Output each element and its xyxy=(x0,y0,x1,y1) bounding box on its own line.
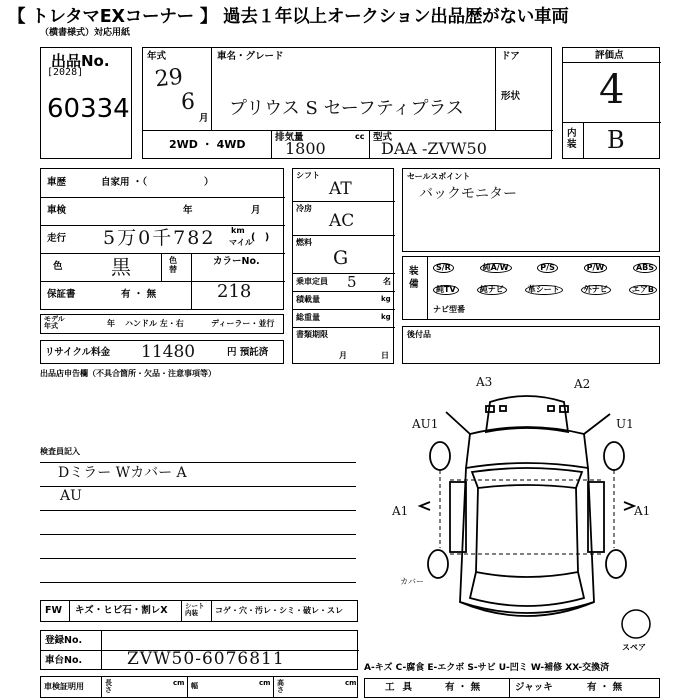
weight-unit: kg xyxy=(381,313,391,321)
model-row xyxy=(40,314,284,334)
seat-label: シート内装 xyxy=(185,602,205,617)
header-title: 【 トレタマEXコーナー 】 過去１年以上オークション出品歴がない車両 xyxy=(8,7,569,27)
inspector-line-1: Dミラー Wカバー A xyxy=(58,465,187,481)
mileage-label: 走行 xyxy=(47,233,67,244)
cert-height: 高さ xyxy=(277,679,284,694)
score-box xyxy=(562,47,660,159)
recycle-label: リサイクル料金 xyxy=(45,347,111,358)
fitted-box xyxy=(402,326,660,364)
name-value: プリウス S セーフティプラス xyxy=(229,98,464,119)
diagram-a2: A2 xyxy=(574,377,591,391)
drive-label: 2WD ・ 4WD xyxy=(169,138,246,151)
score-label: 評価点 xyxy=(595,50,624,61)
cert-label: 車検証明用 xyxy=(44,682,84,691)
docs-month: 月 xyxy=(339,351,347,360)
usage-label: 車歴 xyxy=(47,177,67,188)
jack-options: 有 ・ 無 xyxy=(587,682,623,693)
inspector-line-2: AU xyxy=(60,488,82,504)
vehicle-box xyxy=(142,47,552,159)
chassis-value: ZVW50-6076811 xyxy=(127,649,285,669)
docs-label: 書類期限 xyxy=(296,330,328,339)
cert-cm-1: cm xyxy=(173,679,185,687)
diagram-a3: A3 xyxy=(476,375,493,389)
report-label: 出品店申告欄（不具合箇所・欠品・注意事項等） xyxy=(40,369,216,378)
capacity-value: 5 xyxy=(347,273,357,291)
model-year-label: モデル年式 xyxy=(44,315,65,330)
lot-stamp: [2028] xyxy=(47,67,84,78)
sales-value: バックモニター xyxy=(419,186,517,202)
equipment-item-row2-0: 純TV xyxy=(433,285,459,295)
seat-items: コゲ・穴・汚レ・シミ・破レ・スレ xyxy=(215,606,343,615)
tool-label: 工具 xyxy=(385,682,421,693)
shape-label: 形状 xyxy=(501,91,521,102)
cert-cm-2: cm xyxy=(259,679,271,687)
equipment-item-row1-3: P/W xyxy=(584,263,608,273)
score-value: 4 xyxy=(599,67,625,113)
equipment-item-row2-4: エアB xyxy=(629,285,657,295)
shift-value: AT xyxy=(329,179,352,199)
equipment-item-row2-3: 外ナビ xyxy=(581,285,611,295)
equipment-label: 装備 xyxy=(409,266,419,291)
fuel-value: G xyxy=(333,247,349,269)
diagram-cover-note: カバー xyxy=(400,577,424,586)
handle-label: ハンドル 左・右 xyxy=(125,319,184,328)
header-subtitle: （横書様式）対応用紙 xyxy=(40,28,131,38)
inspection-label: 車検 xyxy=(47,205,67,216)
color-label: 色 xyxy=(53,261,63,272)
diagram-u1: U1 xyxy=(616,417,634,431)
fw-label: FW xyxy=(45,605,62,616)
recycle-box xyxy=(40,340,284,364)
equipment-item-row1-2: P/S xyxy=(537,263,558,273)
inspector-label: 検査員記入 xyxy=(40,447,80,456)
equipment-item-row2-1: 純ナビ xyxy=(477,285,507,295)
equipment-item-row1-4: ABS xyxy=(633,263,657,273)
chassis-label: 車台No. xyxy=(45,655,83,666)
spare-label: スペア xyxy=(622,643,646,652)
history-box: 車歴 自家用 ・（ ） 車検 年 月 走行 5万0千782 km マイル ( ) 色 黒 色替 カラーNo. 218 保証書 有 ・ 無 xyxy=(40,168,284,310)
model-year: 年 xyxy=(107,319,115,328)
fitted-label: 後付品 xyxy=(407,330,431,339)
equipment-box xyxy=(402,256,660,320)
inspection-month: 月 xyxy=(251,205,261,216)
mileage-value: 5万0千782 xyxy=(103,227,216,249)
capacity-label: 乗車定員 xyxy=(296,277,328,286)
equipment-row-2 xyxy=(433,285,657,295)
diagram-a1-left: A1 xyxy=(392,504,409,518)
shift-box xyxy=(292,168,394,364)
sales-box xyxy=(402,168,660,252)
displacement-unit: cc xyxy=(355,132,365,141)
cert-row xyxy=(40,676,358,698)
model-value: DAA -ZVW50 xyxy=(381,139,487,158)
equipment-item-row1-1: 純A/W xyxy=(480,263,512,273)
registration-box xyxy=(40,630,358,670)
color-value: 黒 xyxy=(111,255,131,279)
recycle-unit: 円 預託済 xyxy=(227,347,269,358)
ac-value: AC xyxy=(329,211,355,231)
usage-options: 自家用 ・（ ） xyxy=(101,177,214,188)
sales-label: セールスポイント xyxy=(407,172,471,181)
year-value: 29 xyxy=(153,64,185,93)
load-unit: kg xyxy=(381,295,391,303)
displacement-value: 1800 xyxy=(285,139,326,158)
name-label: 車名・グレード xyxy=(217,51,284,62)
docs-day: 日 xyxy=(381,351,389,360)
month-value: 6 xyxy=(181,90,195,115)
jack-label: ジャッキ xyxy=(515,682,553,693)
ac-label: 冷房 xyxy=(296,204,312,213)
mileage-unit-mile: マイル xyxy=(229,238,253,247)
shift-label: シフト xyxy=(296,171,320,180)
model-label: 型式 xyxy=(373,132,393,143)
displacement-label: 排気量 xyxy=(275,132,304,143)
load-label: 積載量 xyxy=(296,295,320,304)
cert-cm-3: cm xyxy=(345,679,357,687)
lot-number: 60334 xyxy=(47,94,130,124)
tools-row xyxy=(364,678,660,698)
car-diagram xyxy=(390,372,664,652)
fuel-label: 燃料 xyxy=(296,238,312,247)
equipment-item-row1-0: S/R xyxy=(433,263,454,273)
interior-value: B xyxy=(607,126,625,154)
warranty-options: 有 ・ 無 xyxy=(121,289,157,300)
weight-label: 総重量 xyxy=(296,313,320,322)
inspection-year: 年 xyxy=(183,205,193,216)
mileage-unit-km: km xyxy=(231,226,245,235)
color-no-value: 218 xyxy=(217,281,252,302)
equipment-item-row2-2: 革シート xyxy=(525,285,563,295)
cert-length: 長さ xyxy=(105,679,112,694)
lot-label: 出品No. xyxy=(51,52,110,70)
equipment-row-1 xyxy=(433,263,657,273)
damage-legend: A-キズ C-腐食 E-エクボ S-サビ U-凹ミ W-補修 XX-交換済 xyxy=(364,663,610,673)
recycle-value: 11480 xyxy=(141,342,196,362)
tool-options: 有 ・ 無 xyxy=(445,682,481,693)
year-label: 年式 xyxy=(147,51,167,62)
warranty-label: 保証書 xyxy=(47,289,76,300)
color-no-label: カラーNo. xyxy=(213,256,260,267)
reg-label: 登録No. xyxy=(45,635,83,646)
diagram-au-left: AU1 xyxy=(412,417,439,431)
fw-items: キズ・ヒビ石・割レX xyxy=(75,605,168,616)
color-change-label: 色替 xyxy=(169,256,177,274)
month-unit: 月 xyxy=(199,113,209,124)
dealer-label: ディーラー・並行 xyxy=(211,319,275,328)
lot-number-box xyxy=(40,47,132,159)
navi-model-label: ナビ型番 xyxy=(433,305,465,314)
door-label: ドア xyxy=(501,51,520,62)
cert-width: 幅 xyxy=(191,682,198,690)
fw-row xyxy=(40,600,358,622)
diagram-a1-right: A1 xyxy=(634,504,651,518)
interior-label: 内装 xyxy=(567,128,577,151)
capacity-unit: 名 xyxy=(383,277,391,286)
